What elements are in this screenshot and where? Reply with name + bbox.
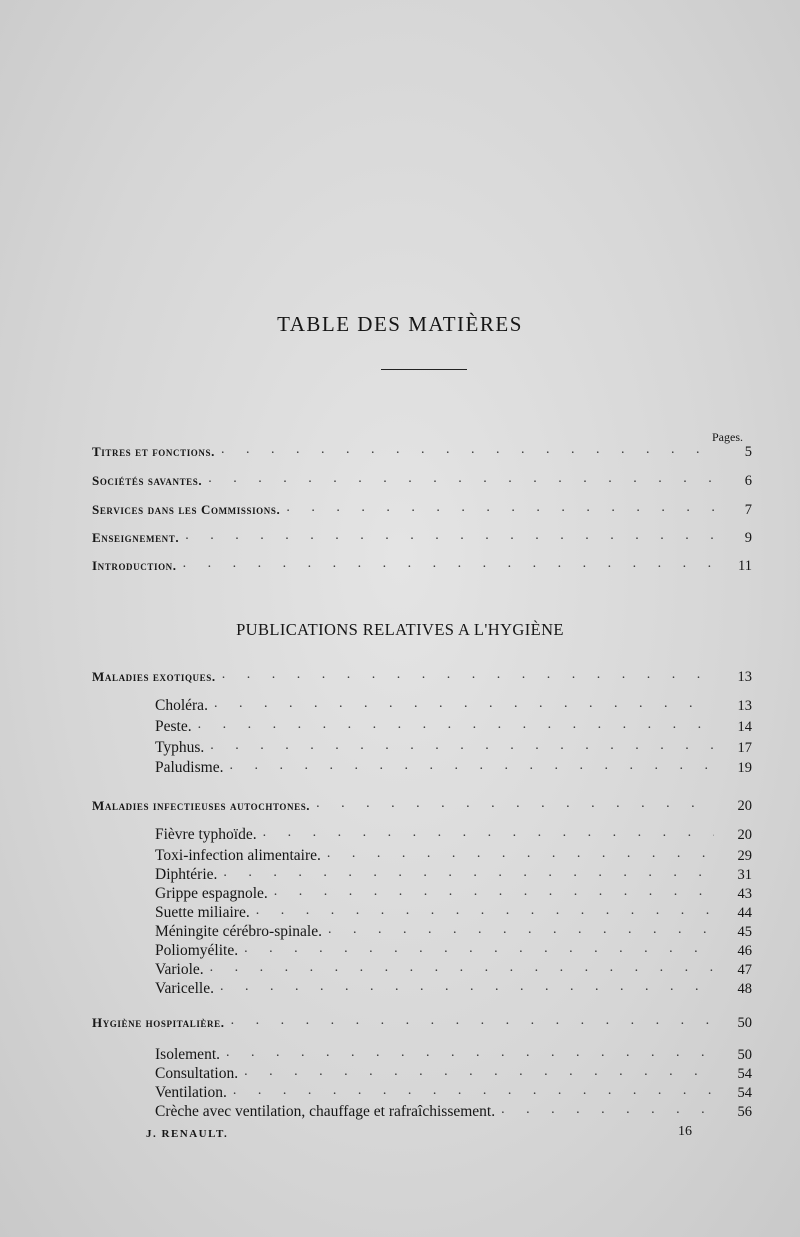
toc-group-page: 13 [737,669,752,685]
toc-item-label: Toxi-infection alimentaire. [155,847,321,864]
toc-item-label: Diphtérie. [155,866,218,883]
toc-item-page: 13 [737,698,752,714]
toc-item[interactable] [155,693,752,715]
toc-group-label: Hygiène hospitalière. [92,1015,225,1030]
toc-item[interactable] [155,1099,752,1121]
toc-item-page: 31 [737,867,752,883]
toc-entry-label: Titres et fonctions. [92,444,215,459]
toc-item-page: 47 [737,962,752,978]
toc-entry-page: 11 [738,558,752,574]
toc-entry-titres[interactable] [92,439,752,461]
toc-item-page: 17 [737,740,752,756]
toc-entry-label: Services dans les Commissions. [92,502,281,517]
toc-group-maladies-infectieuses[interactable] [92,793,752,815]
toc-entry-label: Sociétés savantes. [92,473,203,488]
toc-item-page: 46 [737,943,752,959]
leader-dots [185,527,714,545]
toc-item-label: Isolement. [155,1046,220,1063]
leader-dots [263,824,714,842]
leader-dots [501,1101,714,1119]
footer-signature: 16 [678,1124,692,1139]
toc-item[interactable] [155,976,752,998]
toc-item-label: Varicelle. [155,980,214,997]
toc-entry-page: 6 [744,473,752,489]
toc-item-label: Peste. [155,718,192,735]
leader-dots [233,1082,714,1100]
toc-item-label: Variole. [155,961,204,978]
leader-dots [221,441,714,459]
section-title: PUBLICATIONS RELATIVES A L'HYGIÈNE [236,620,564,639]
toc-group-hygiene-hospitaliere[interactable] [92,1010,752,1032]
toc-item-label: Fièvre typhoïde. [155,826,257,843]
leader-dots [244,940,714,958]
toc-item-label: Suette miliaire. [155,904,250,921]
leader-dots [222,666,714,684]
toc-item-label: Grippe espagnole. [155,885,268,902]
toc-item-page: 56 [737,1104,752,1120]
leader-dots [226,1044,714,1062]
toc-item-page: 14 [737,719,752,735]
toc-entry-label: Introduction. [92,558,177,573]
toc-item[interactable] [155,822,752,844]
toc-entry-page: 9 [744,530,752,546]
leader-dots [256,902,714,920]
leader-dots [231,1012,714,1030]
toc-item-page: 43 [737,886,752,902]
toc-item-page: 45 [737,924,752,940]
leader-dots [183,555,714,573]
toc-item-page: 50 [737,1047,752,1063]
toc-item-page: 54 [737,1085,752,1101]
leader-dots [198,716,714,734]
leader-dots [220,978,714,996]
toc-entry-enseignement[interactable] [92,525,752,547]
toc-entry-services[interactable] [92,497,752,519]
toc-group-page: 50 [737,1015,752,1031]
page-title: TABLE DES MATIÈRES [277,312,523,336]
leader-dots [316,795,714,813]
pages-column-header: Pages. [712,430,743,444]
toc-entry-page: 5 [744,444,752,460]
leader-dots [229,757,714,775]
toc-item-label: Consultation. [155,1065,239,1082]
leader-dots [244,1063,714,1081]
toc-item-page: 44 [737,905,752,921]
leader-dots [223,864,714,882]
toc-item[interactable] [155,714,752,736]
toc-entry-page: 7 [744,502,752,518]
toc-item-label: Méningite cérébro-spinale. [155,923,322,940]
leader-dots [210,737,714,755]
leader-dots [208,470,714,488]
leader-dots [214,695,714,713]
toc-item-page: 48 [737,981,752,997]
toc-entry-societes[interactable] [92,468,752,490]
toc-group-page: 20 [737,798,752,814]
toc-item-label: Paludisme. [155,759,224,776]
toc-group-label: Maladies infectieuses autochtones. [92,798,311,813]
toc-item-label: Poliomyélite. [155,942,239,959]
footer-author: J. RENAULT. [146,1128,229,1140]
toc-group-maladies-exotiques[interactable] [92,664,752,686]
toc-group-label: Maladies exotiques. [92,669,216,684]
leader-dots [274,883,714,901]
toc-item-page: 29 [737,848,752,864]
toc-item[interactable] [155,755,752,777]
title-rule [381,369,467,370]
leader-dots [328,921,714,939]
toc-item-page: 20 [737,827,752,843]
toc-item-label: Crèche avec ventilation, chauffage et rafraîchissement. [155,1103,496,1120]
toc-item[interactable] [155,735,752,757]
leader-dots [210,959,714,977]
toc-entry-label: Enseignement. [92,530,180,545]
toc-item-label: Ventilation. [155,1084,227,1101]
toc-item-label: Typhus. [155,739,205,756]
toc-item-page: 54 [737,1066,752,1082]
toc-item-page: 19 [737,760,752,776]
toc-item-label: Choléra. [155,697,208,714]
leader-dots [286,499,714,517]
toc-entry-introduction[interactable] [92,553,752,575]
leader-dots [327,845,714,863]
